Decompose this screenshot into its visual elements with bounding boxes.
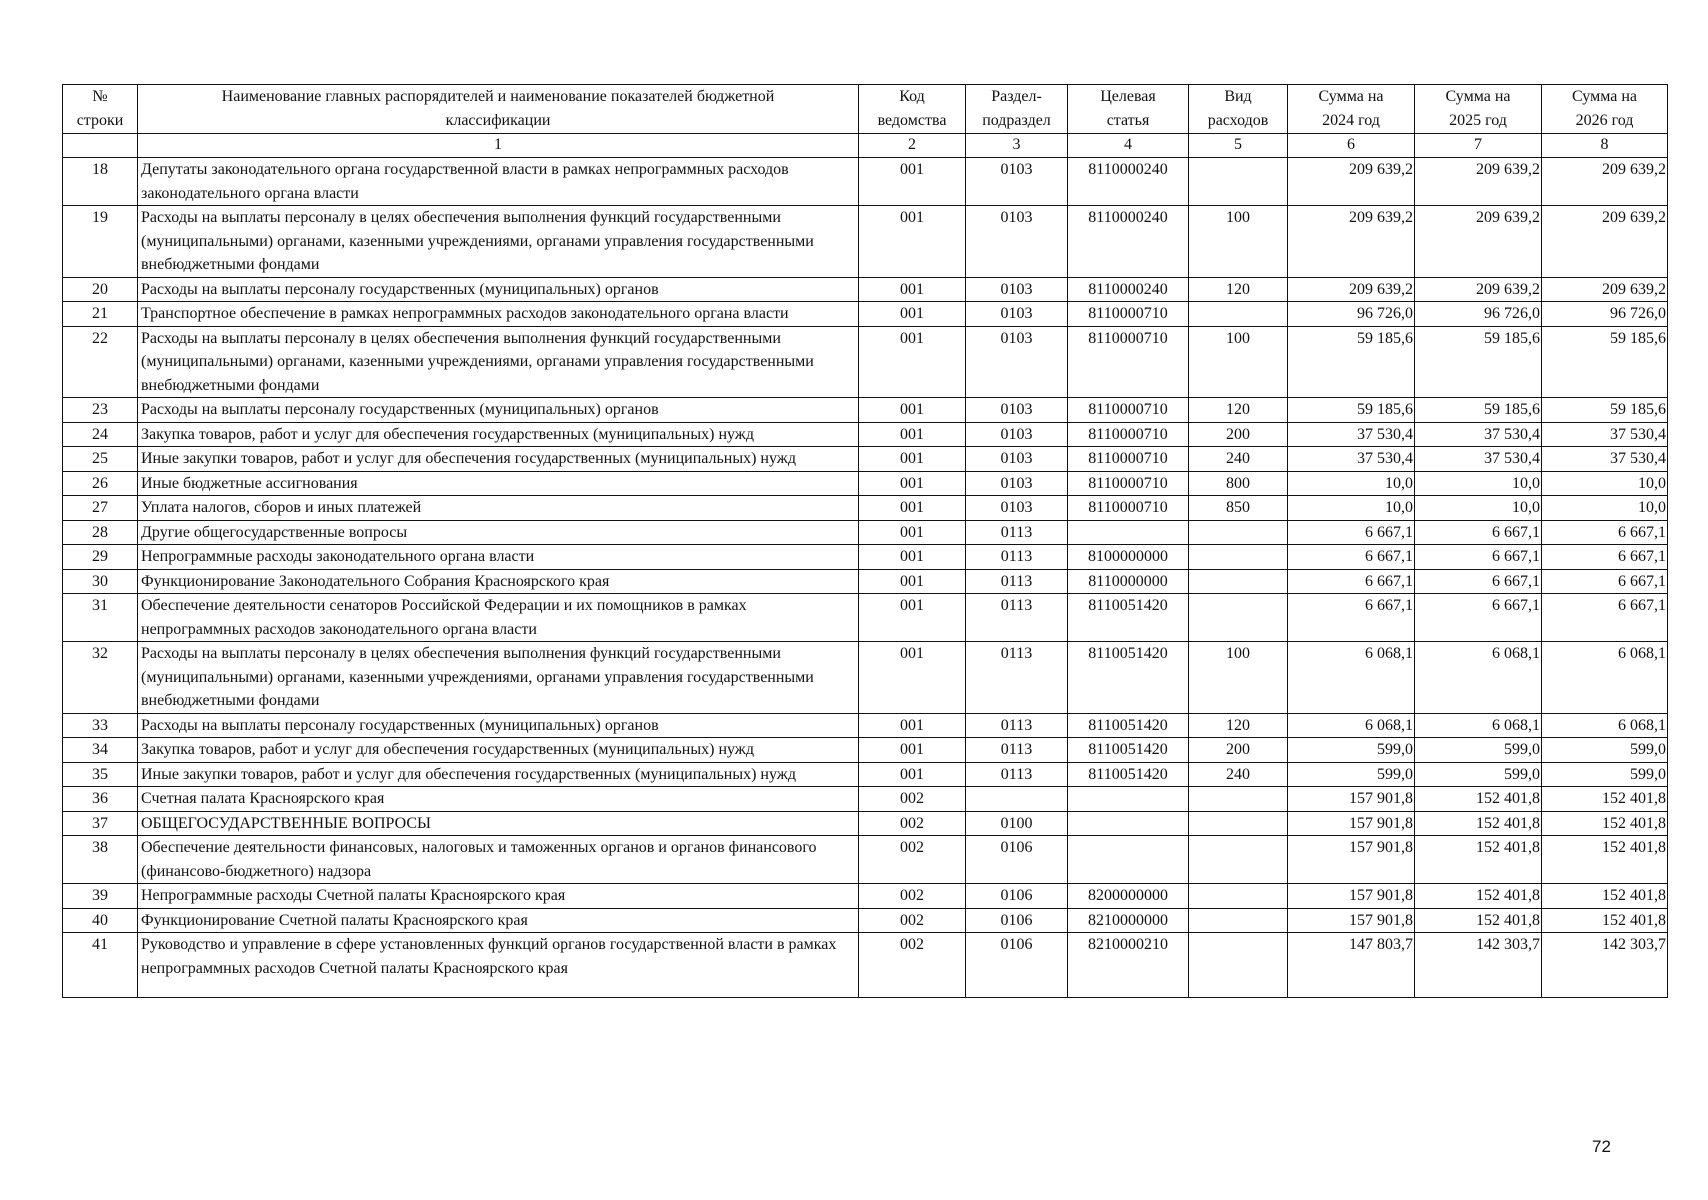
table-row (63, 836, 1668, 884)
cell-section-subsection: 0103 (966, 158, 1068, 206)
cell-name: Обеспечение деятельности финансовых, налоговых и таможенных органов и органов финансового (финансово-бюджетного) надзора (138, 836, 859, 884)
cell-row-number: 25 (63, 447, 138, 472)
cell-sum-2024: 6 667,1 (1288, 594, 1415, 642)
column-number: 6 (1288, 134, 1415, 158)
cell-department-code: 001 (859, 642, 966, 714)
cell-sum-2026: 599,0 (1542, 762, 1668, 787)
cell-department-code: 001 (859, 713, 966, 738)
cell-target-article: 8110000710 (1068, 326, 1189, 398)
table-row (63, 471, 1668, 496)
cell-row-number: 36 (63, 787, 138, 812)
cell-row-number: 21 (63, 302, 138, 327)
table-row (63, 713, 1668, 738)
cell-name: Иные закупки товаров, работ и услуг для обеспечения государственных (муниципальных) нужд (138, 447, 859, 472)
table-row (63, 884, 1668, 909)
cell-sum-2024: 6 667,1 (1288, 569, 1415, 594)
cell-sum-2025: 152 401,8 (1415, 908, 1542, 933)
cell-name: Руководство и управление в сфере установленных функций органов государственной власти в рамках непрограммных расходов Счетной палаты Красноярского края (138, 933, 859, 998)
cell-sum-2026: 209 639,2 (1542, 277, 1668, 302)
cell-sum-2024: 209 639,2 (1288, 158, 1415, 206)
cell-target-article: 8110000710 (1068, 447, 1189, 472)
cell-name: Иные бюджетные ассигнования (138, 471, 859, 496)
cell-row-number: 19 (63, 206, 138, 278)
cell-row-number: 31 (63, 594, 138, 642)
cell-target-article: 8210000000 (1068, 908, 1189, 933)
cell-department-code: 001 (859, 762, 966, 787)
cell-row-number: 39 (63, 884, 138, 909)
cell-section-subsection: 0113 (966, 520, 1068, 545)
cell-expense-type (1189, 884, 1288, 909)
cell-sum-2025: 6 068,1 (1415, 642, 1542, 714)
cell-section-subsection: 0113 (966, 569, 1068, 594)
table-row (63, 569, 1668, 594)
cell-target-article: 8110000710 (1068, 496, 1189, 521)
cell-department-code: 002 (859, 811, 966, 836)
cell-row-number: 23 (63, 398, 138, 423)
cell-sum-2025: 6 667,1 (1415, 545, 1542, 570)
table-row (63, 787, 1668, 812)
cell-row-number: 35 (63, 762, 138, 787)
cell-target-article: 8110000240 (1068, 277, 1189, 302)
cell-section-subsection: 0113 (966, 642, 1068, 714)
cell-section-subsection: 0100 (966, 811, 1068, 836)
cell-sum-2026: 6 667,1 (1542, 569, 1668, 594)
cell-name: Закупка товаров, работ и услуг для обеспечения государственных (муниципальных) нужд (138, 422, 859, 447)
cell-row-number: 29 (63, 545, 138, 570)
cell-row-number: 37 (63, 811, 138, 836)
header-sum-2024: Сумма на 2024 год (1288, 85, 1415, 134)
cell-name: Функционирование Законодательного Собрания Красноярского края (138, 569, 859, 594)
cell-sum-2024: 6 667,1 (1288, 520, 1415, 545)
cell-name: Транспортное обеспечение в рамках непрограммных расходов законодательного органа власти (138, 302, 859, 327)
cell-department-code: 001 (859, 277, 966, 302)
cell-expense-type (1189, 787, 1288, 812)
cell-row-number: 20 (63, 277, 138, 302)
cell-sum-2024: 37 530,4 (1288, 447, 1415, 472)
cell-expense-type: 100 (1189, 642, 1288, 714)
cell-section-subsection: 0103 (966, 326, 1068, 398)
header-expense-type: Вид расходов (1189, 85, 1288, 134)
cell-section-subsection: 0103 (966, 277, 1068, 302)
cell-row-number: 27 (63, 496, 138, 521)
cell-department-code: 001 (859, 398, 966, 423)
cell-department-code: 002 (859, 933, 966, 998)
column-number (63, 134, 138, 158)
cell-row-number: 38 (63, 836, 138, 884)
cell-target-article (1068, 787, 1189, 812)
table-row (63, 811, 1668, 836)
header-section-subsection: Раздел- подраздел (966, 85, 1068, 134)
table-row (63, 398, 1668, 423)
cell-row-number: 18 (63, 158, 138, 206)
cell-department-code: 001 (859, 569, 966, 594)
table-row (63, 642, 1668, 714)
cell-row-number: 30 (63, 569, 138, 594)
cell-department-code: 001 (859, 206, 966, 278)
column-number-row (63, 134, 1668, 158)
cell-expense-type (1189, 908, 1288, 933)
cell-expense-type: 100 (1189, 326, 1288, 398)
cell-sum-2026: 59 185,6 (1542, 326, 1668, 398)
table-row (63, 496, 1668, 521)
cell-name: Непрограммные расходы законодательного органа власти (138, 545, 859, 570)
cell-target-article: 8110051420 (1068, 642, 1189, 714)
cell-sum-2025: 96 726,0 (1415, 302, 1542, 327)
cell-section-subsection: 0103 (966, 422, 1068, 447)
cell-sum-2024: 157 901,8 (1288, 836, 1415, 884)
cell-sum-2026: 6 068,1 (1542, 713, 1668, 738)
cell-department-code: 001 (859, 520, 966, 545)
cell-sum-2025: 59 185,6 (1415, 398, 1542, 423)
cell-row-number: 41 (63, 933, 138, 998)
cell-sum-2025: 209 639,2 (1415, 158, 1542, 206)
cell-sum-2024: 37 530,4 (1288, 422, 1415, 447)
cell-target-article: 8110051420 (1068, 762, 1189, 787)
cell-sum-2024: 59 185,6 (1288, 398, 1415, 423)
cell-department-code: 001 (859, 594, 966, 642)
cell-row-number: 26 (63, 471, 138, 496)
cell-target-article: 8100000000 (1068, 545, 1189, 570)
cell-sum-2026: 6 667,1 (1542, 520, 1668, 545)
cell-expense-type: 200 (1189, 422, 1288, 447)
cell-sum-2025: 152 401,8 (1415, 787, 1542, 812)
cell-sum-2025: 152 401,8 (1415, 811, 1542, 836)
cell-sum-2024: 599,0 (1288, 762, 1415, 787)
cell-name: ОБЩЕГОСУДАРСТВЕННЫЕ ВОПРОСЫ (138, 811, 859, 836)
column-number: 4 (1068, 134, 1189, 158)
cell-sum-2024: 157 901,8 (1288, 811, 1415, 836)
cell-target-article: 8110000710 (1068, 302, 1189, 327)
cell-sum-2026: 6 667,1 (1542, 594, 1668, 642)
cell-expense-type: 800 (1189, 471, 1288, 496)
cell-sum-2026: 37 530,4 (1542, 422, 1668, 447)
budget-table-container (62, 84, 1667, 998)
column-number: 3 (966, 134, 1068, 158)
table-row (63, 594, 1668, 642)
cell-sum-2026: 37 530,4 (1542, 447, 1668, 472)
cell-section-subsection: 0113 (966, 594, 1068, 642)
cell-sum-2026: 10,0 (1542, 471, 1668, 496)
cell-sum-2024: 96 726,0 (1288, 302, 1415, 327)
header-row (63, 85, 1668, 134)
cell-sum-2024: 59 185,6 (1288, 326, 1415, 398)
cell-section-subsection: 0106 (966, 933, 1068, 998)
table-row (63, 302, 1668, 327)
cell-target-article: 8110000240 (1068, 158, 1189, 206)
cell-department-code: 001 (859, 302, 966, 327)
cell-name: Расходы на выплаты персоналу в целях обеспечения выполнения функций государственными (муниципальными) органами, казенными учреждениями, органами управления государственными внебюджетными фондами (138, 642, 859, 714)
cell-target-article: 8110051420 (1068, 594, 1189, 642)
cell-row-number: 32 (63, 642, 138, 714)
cell-target-article: 8110000000 (1068, 569, 1189, 594)
cell-expense-type: 200 (1189, 738, 1288, 763)
table-row (63, 206, 1668, 278)
cell-section-subsection: 0106 (966, 908, 1068, 933)
cell-department-code: 001 (859, 545, 966, 570)
cell-expense-type: 120 (1189, 277, 1288, 302)
cell-row-number: 22 (63, 326, 138, 398)
cell-section-subsection: 0106 (966, 884, 1068, 909)
cell-section-subsection (966, 787, 1068, 812)
header-sum-2026: Сумма на 2026 год (1542, 85, 1668, 134)
cell-row-number: 40 (63, 908, 138, 933)
table-row (63, 422, 1668, 447)
cell-name: Иные закупки товаров, работ и услуг для обеспечения государственных (муниципальных) нужд (138, 762, 859, 787)
cell-sum-2024: 599,0 (1288, 738, 1415, 763)
cell-name: Счетная палата Красноярского края (138, 787, 859, 812)
cell-sum-2026: 59 185,6 (1542, 398, 1668, 423)
cell-row-number: 28 (63, 520, 138, 545)
cell-target-article (1068, 811, 1189, 836)
cell-row-number: 34 (63, 738, 138, 763)
column-number: 1 (138, 134, 859, 158)
cell-department-code: 001 (859, 422, 966, 447)
cell-sum-2026: 152 401,8 (1542, 908, 1668, 933)
table-header (63, 85, 1668, 158)
cell-sum-2025: 10,0 (1415, 471, 1542, 496)
cell-sum-2026: 152 401,8 (1542, 787, 1668, 812)
cell-target-article: 8110051420 (1068, 713, 1189, 738)
cell-sum-2025: 142 303,7 (1415, 933, 1542, 998)
cell-sum-2026: 599,0 (1542, 738, 1668, 763)
cell-target-article: 8110000710 (1068, 471, 1189, 496)
cell-department-code: 002 (859, 787, 966, 812)
header-name: Наименование главных распорядителей и наименование показателей бюджетной классификации (138, 85, 859, 134)
cell-sum-2026: 142 303,7 (1542, 933, 1668, 998)
cell-sum-2025: 209 639,2 (1415, 277, 1542, 302)
cell-department-code: 001 (859, 326, 966, 398)
cell-department-code: 001 (859, 447, 966, 472)
table-row (63, 158, 1668, 206)
cell-expense-type (1189, 594, 1288, 642)
cell-sum-2025: 152 401,8 (1415, 836, 1542, 884)
page-number: 72 (1592, 1137, 1611, 1156)
cell-sum-2026: 6 068,1 (1542, 642, 1668, 714)
cell-expense-type: 120 (1189, 713, 1288, 738)
header-row-number: № строки (63, 85, 138, 134)
cell-department-code: 002 (859, 836, 966, 884)
table-row (63, 762, 1668, 787)
budget-table (62, 84, 1668, 998)
cell-sum-2024: 6 068,1 (1288, 713, 1415, 738)
cell-name: Депутаты законодательного органа государственной власти в рамках непрограммных расходов законодательного органа власти (138, 158, 859, 206)
cell-expense-type: 120 (1189, 398, 1288, 423)
cell-sum-2025: 37 530,4 (1415, 447, 1542, 472)
cell-sum-2025: 152 401,8 (1415, 884, 1542, 909)
table-row (63, 520, 1668, 545)
cell-expense-type (1189, 545, 1288, 570)
cell-sum-2025: 599,0 (1415, 738, 1542, 763)
cell-name: Расходы на выплаты персоналу государственных (муниципальных) органов (138, 398, 859, 423)
cell-section-subsection: 0103 (966, 471, 1068, 496)
cell-section-subsection: 0103 (966, 447, 1068, 472)
cell-name: Другие общегосударственные вопросы (138, 520, 859, 545)
header-department-code: Код ведомства (859, 85, 966, 134)
cell-section-subsection: 0113 (966, 545, 1068, 570)
cell-target-article: 8110000710 (1068, 422, 1189, 447)
cell-sum-2024: 6 667,1 (1288, 545, 1415, 570)
cell-sum-2025: 6 667,1 (1415, 594, 1542, 642)
cell-department-code: 001 (859, 496, 966, 521)
cell-sum-2024: 10,0 (1288, 496, 1415, 521)
cell-sum-2024: 157 901,8 (1288, 787, 1415, 812)
cell-sum-2026: 6 667,1 (1542, 545, 1668, 570)
cell-department-code: 001 (859, 471, 966, 496)
cell-name: Расходы на выплаты персоналу в целях обеспечения выполнения функций государственными (муниципальными) органами, казенными учреждениями, органами управления государственными внебюджетными фондами (138, 326, 859, 398)
cell-expense-type (1189, 520, 1288, 545)
cell-name: Обеспечение деятельности сенаторов Российской Федерации и их помощников в рамках непрограммных расходов законодательного органа власти (138, 594, 859, 642)
table-row (63, 545, 1668, 570)
cell-sum-2025: 6 667,1 (1415, 569, 1542, 594)
cell-sum-2025: 599,0 (1415, 762, 1542, 787)
cell-expense-type (1189, 158, 1288, 206)
table-row (63, 447, 1668, 472)
cell-expense-type (1189, 836, 1288, 884)
cell-section-subsection: 0113 (966, 762, 1068, 787)
cell-sum-2026: 209 639,2 (1542, 158, 1668, 206)
cell-sum-2024: 209 639,2 (1288, 206, 1415, 278)
column-number: 5 (1189, 134, 1288, 158)
table-row (63, 326, 1668, 398)
cell-sum-2026: 10,0 (1542, 496, 1668, 521)
cell-section-subsection: 0103 (966, 206, 1068, 278)
cell-expense-type (1189, 933, 1288, 998)
cell-department-code: 002 (859, 884, 966, 909)
header-target-article: Целевая статья (1068, 85, 1189, 134)
cell-row-number: 33 (63, 713, 138, 738)
cell-section-subsection: 0103 (966, 398, 1068, 423)
cell-section-subsection: 0103 (966, 302, 1068, 327)
cell-sum-2024: 6 068,1 (1288, 642, 1415, 714)
cell-name: Уплата налогов, сборов и иных платежей (138, 496, 859, 521)
table-row (63, 738, 1668, 763)
cell-expense-type: 100 (1189, 206, 1288, 278)
cell-target-article: 8200000000 (1068, 884, 1189, 909)
cell-expense-type (1189, 569, 1288, 594)
cell-sum-2025: 37 530,4 (1415, 422, 1542, 447)
table-row (63, 933, 1668, 998)
cell-name: Закупка товаров, работ и услуг для обеспечения государственных (муниципальных) нужд (138, 738, 859, 763)
header-sum-2025: Сумма на 2025 год (1415, 85, 1542, 134)
cell-name: Расходы на выплаты персоналу государственных (муниципальных) органов (138, 277, 859, 302)
cell-sum-2026: 209 639,2 (1542, 206, 1668, 278)
cell-section-subsection: 0113 (966, 738, 1068, 763)
cell-sum-2026: 152 401,8 (1542, 811, 1668, 836)
cell-target-article: 8210000210 (1068, 933, 1189, 998)
cell-sum-2024: 157 901,8 (1288, 884, 1415, 909)
cell-department-code: 002 (859, 908, 966, 933)
table-row (63, 908, 1668, 933)
cell-department-code: 001 (859, 158, 966, 206)
cell-sum-2025: 10,0 (1415, 496, 1542, 521)
cell-target-article (1068, 836, 1189, 884)
cell-section-subsection: 0103 (966, 496, 1068, 521)
cell-name: Функционирование Счетной палаты Красноярского края (138, 908, 859, 933)
cell-target-article: 8110000240 (1068, 206, 1189, 278)
cell-name: Расходы на выплаты персоналу в целях обеспечения выполнения функций государственными (муниципальными) органами, казенными учреждениями, органами управления государственными внебюджетными фондами (138, 206, 859, 278)
cell-sum-2024: 10,0 (1288, 471, 1415, 496)
cell-expense-type: 240 (1189, 447, 1288, 472)
cell-expense-type (1189, 302, 1288, 327)
column-number: 8 (1542, 134, 1668, 158)
cell-expense-type: 240 (1189, 762, 1288, 787)
cell-target-article: 8110000710 (1068, 398, 1189, 423)
cell-name: Расходы на выплаты персоналу государственных (муниципальных) органов (138, 713, 859, 738)
table-body (63, 158, 1668, 998)
cell-expense-type: 850 (1189, 496, 1288, 521)
cell-name: Непрограммные расходы Счетной палаты Красноярского края (138, 884, 859, 909)
cell-sum-2024: 157 901,8 (1288, 908, 1415, 933)
cell-section-subsection: 0113 (966, 713, 1068, 738)
cell-section-subsection: 0106 (966, 836, 1068, 884)
table-row (63, 277, 1668, 302)
column-number: 7 (1415, 134, 1542, 158)
cell-sum-2025: 209 639,2 (1415, 206, 1542, 278)
column-number: 2 (859, 134, 966, 158)
cell-sum-2026: 96 726,0 (1542, 302, 1668, 327)
cell-sum-2025: 6 068,1 (1415, 713, 1542, 738)
cell-sum-2025: 59 185,6 (1415, 326, 1542, 398)
cell-expense-type (1189, 811, 1288, 836)
cell-sum-2025: 6 667,1 (1415, 520, 1542, 545)
cell-sum-2026: 152 401,8 (1542, 884, 1668, 909)
cell-sum-2026: 152 401,8 (1542, 836, 1668, 884)
cell-sum-2024: 147 803,7 (1288, 933, 1415, 998)
cell-sum-2024: 209 639,2 (1288, 277, 1415, 302)
cell-row-number: 24 (63, 422, 138, 447)
cell-target-article: 8110051420 (1068, 738, 1189, 763)
cell-target-article (1068, 520, 1189, 545)
cell-department-code: 001 (859, 738, 966, 763)
